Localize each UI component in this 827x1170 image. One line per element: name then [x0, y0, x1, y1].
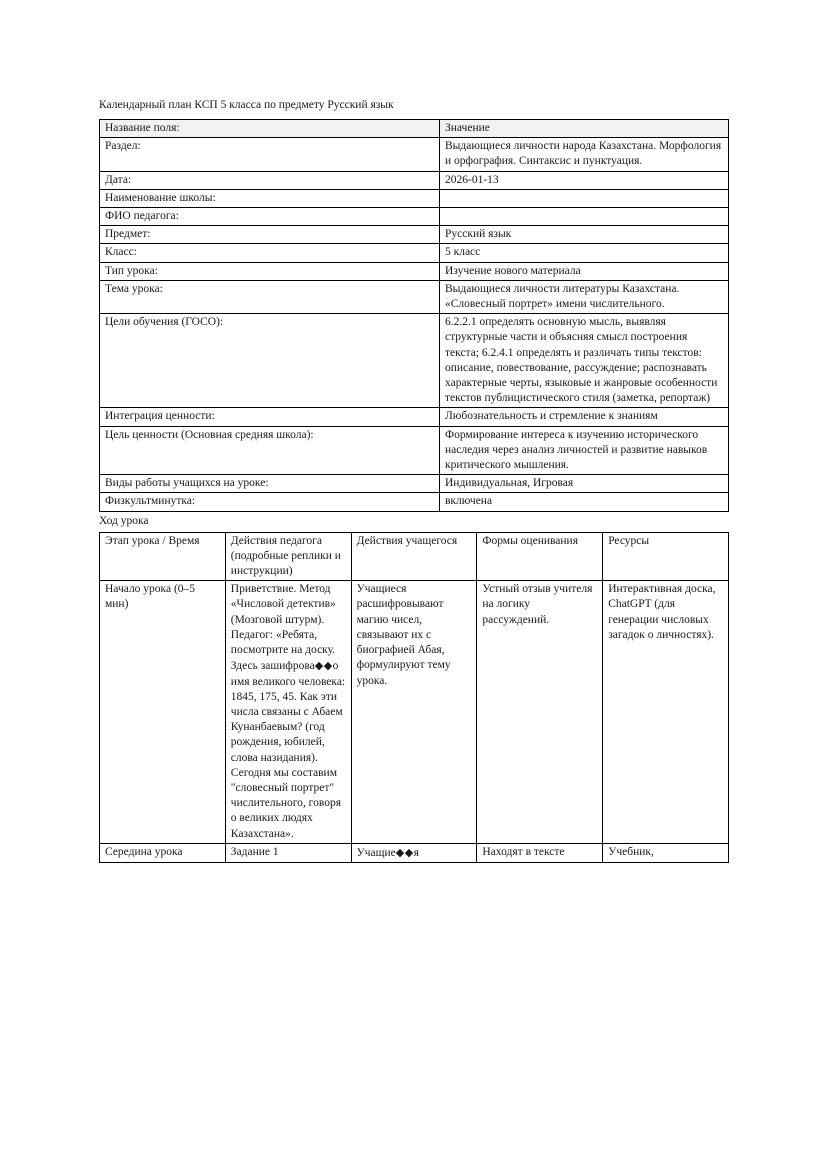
mojibake-glyphs: ◆◆ — [395, 845, 414, 859]
column-header-student-actions: Действия учащегося — [351, 532, 477, 581]
table-row — [100, 426, 729, 475]
lesson-info-table — [99, 119, 729, 512]
mojibake-glyphs: ◆◆ — [314, 659, 333, 673]
section-heading-lesson-flow: Ход урока — [99, 514, 149, 527]
table-row — [100, 408, 729, 426]
row-value: 6.2.2.1 определять основную мысль, выявляя структурные части и объясняя смысл построения текста; 6.2.4.1 определять и различать типы текстов: описание, повествование, рассуждение; распознавать характерные черты, языковые и жанровые особенности текстов публицистического стиля (заметка, репортаж) — [440, 314, 729, 408]
row-label: Тип урока: — [100, 262, 440, 280]
row-value: Индивидуальная, Игровая — [440, 475, 729, 493]
table-row — [100, 262, 729, 280]
table-header-row — [100, 120, 729, 138]
row-value: Любознательность и стремление к знаниям — [440, 408, 729, 426]
cell-resources: Интерактивная доска, ChatGPT (для генерации числовых загадок о личностях). — [603, 581, 729, 843]
cell-stage: Начало урока (0–5 мин) — [100, 581, 226, 843]
table-row — [100, 493, 729, 511]
row-value — [440, 208, 729, 226]
row-label: Цель ценности (Основная средняя школа): — [100, 426, 440, 475]
page-bottom-margin — [0, 1065, 827, 1170]
row-label: Физкультминутка: — [100, 493, 440, 511]
table-row — [100, 280, 729, 313]
student-text-part1: Учащие — [356, 846, 396, 859]
row-value: 2026-01-13 — [440, 171, 729, 189]
cell-student-actions — [351, 843, 477, 862]
column-header-assessment: Формы оценивания — [477, 532, 603, 581]
table-header-row — [100, 532, 729, 581]
lesson-flow-table — [99, 532, 729, 863]
row-label: Виды работы учащихся на уроке: — [100, 475, 440, 493]
cell-teacher-actions: Задание 1 — [225, 843, 351, 862]
column-header-resources: Ресурсы — [603, 532, 729, 581]
row-label: Наименование школы: — [100, 189, 440, 207]
cell-stage: Середина урока — [100, 843, 226, 862]
table-row — [100, 475, 729, 493]
table-row — [100, 208, 729, 226]
row-value: Изучение нового материала — [440, 262, 729, 280]
cell-student-actions: Учащиеся расшифровывают магию чисел, связывают их с биографией Абая, формулируют тему урока. — [351, 581, 477, 843]
table-row — [100, 244, 729, 262]
document-content — [99, 98, 728, 863]
row-label: Тема урока: — [100, 280, 440, 313]
student-text-part2: я — [413, 846, 419, 859]
column-header-stage: Этап урока / Время — [100, 532, 226, 581]
table-row — [100, 314, 729, 408]
row-label: Предмет: — [100, 226, 440, 244]
row-label: Интеграция ценности: — [100, 408, 440, 426]
row-value: Формирование интереса к изучению исторического наследия через анализ личностей и развитие навыков критического мышления. — [440, 426, 729, 475]
table-row — [100, 189, 729, 207]
column-header-field: Название поля: — [100, 120, 440, 138]
row-value: включена — [440, 493, 729, 511]
table-row — [100, 171, 729, 189]
cell-resources: Учебник, — [603, 843, 729, 862]
table-row — [100, 581, 729, 843]
row-value: Русский язык — [440, 226, 729, 244]
row-value — [440, 189, 729, 207]
column-header-teacher-actions: Действия педагога (подробные реплики и инструкции) — [225, 532, 351, 581]
row-label: Раздел: — [100, 138, 440, 171]
row-label: ФИО педагога: — [100, 208, 440, 226]
table-row — [100, 138, 729, 171]
table-row — [100, 226, 729, 244]
cell-assessment: Устный отзыв учителя на логику рассуждений. — [477, 581, 603, 843]
row-label: Класс: — [100, 244, 440, 262]
page-title: Календарный план КСП 5 класса по предмету Русский язык — [99, 99, 394, 111]
teacher-text-part1: Приветствие. Метод «Числовой детектив» (Мозговой штурм). Педагог: «Ребята, посмотрите на доску. Здесь зашифрова — [230, 583, 336, 673]
row-label: Дата: — [100, 171, 440, 189]
row-label: Цели обучения (ГОСО): — [100, 314, 440, 408]
cell-assessment: Находят в тексте — [477, 843, 603, 862]
row-value: Выдающиеся личности литературы Казахстана. «Словесный портрет» имени числительного. — [440, 280, 729, 313]
cell-teacher-actions — [225, 581, 351, 843]
table-row — [100, 843, 729, 862]
teacher-text-part2: о имя великого человека: 1845, 175, 45. Как эти числа связаны с Абаем Кунанбаевым? (год рождения, юбилей, слова назидания). Сегодня мы составим "словесный портрет" числительного, говоря о великих людях Казахстана». — [230, 660, 346, 840]
row-value: Выдающиеся личности народа Казахстана. Морфология и орфография. Синтаксис и пунктуация. — [440, 138, 729, 171]
column-header-value: Значение — [440, 120, 729, 138]
row-value: 5 класс — [440, 244, 729, 262]
